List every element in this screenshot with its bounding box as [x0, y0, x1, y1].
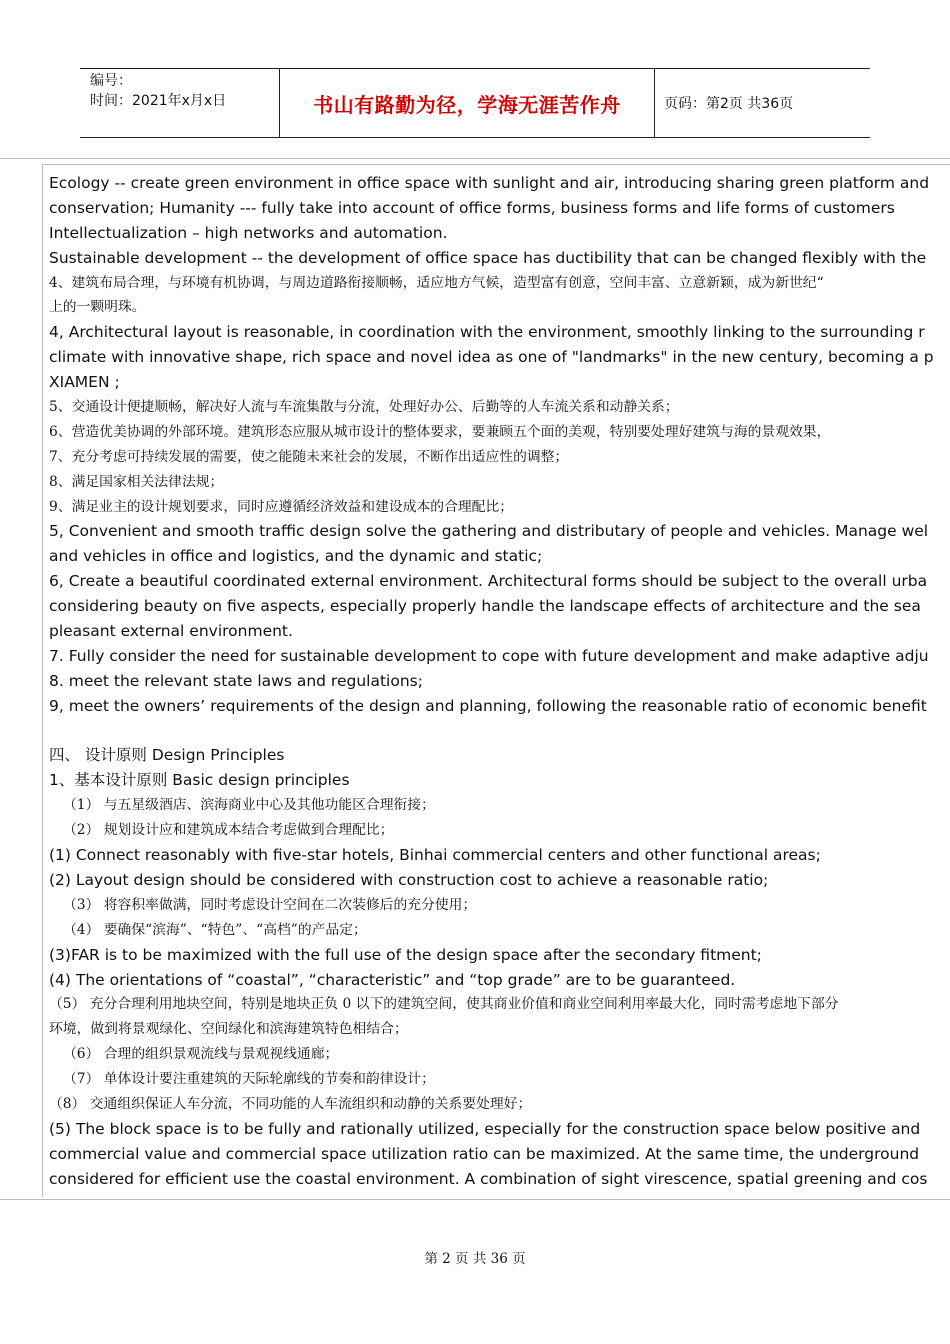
text-line: （2） 规划设计应和建筑成本结合考虑做到合理配比； — [63, 822, 394, 839]
text-line: 9, meet the owners’ requirements of the design and planning, following the reasonable ratio of economic benefit — [49, 696, 927, 715]
text-line: 5, Convenient and smooth traffic design solve the gathering and distributary of people and vehicles. Manage wel — [49, 522, 929, 541]
text-line: Intellectualization – high networks and automation. — [49, 223, 448, 242]
text-line: 1、基本设计原则 Basic design principles — [49, 771, 350, 790]
text-line: (3)FAR is to be maximized with the full use of the design space after the secondary fitment; — [49, 945, 762, 964]
page-header — [80, 68, 870, 138]
document-body — [49, 171, 950, 1192]
text-line: （7） 单体设计要注重建筑的天际轮廓线的节奏和韵律设计； — [63, 1071, 435, 1088]
text-line: 6, Create a beautiful coordinated external environment. Architectural forms should be subject to the overall urba — [49, 572, 928, 591]
text-line: 环境，做到将景观绿化、空间绿化和滨海建筑特色相结合； — [49, 1021, 408, 1038]
text-line: （1） 与五星级酒店、滨海商业中心及其他功能区合理衔接； — [63, 797, 435, 814]
text-line: (2) Layout design should be considered with construction cost to achieve a reasonable ratio; — [49, 870, 769, 889]
text-line: pleasant external environment. — [49, 622, 293, 641]
text-line: （3） 将容积率做满，同时考虑设计空间在二次装修后的充分使用； — [63, 896, 477, 913]
header-page-info: 页码：第2页 共36页 — [664, 96, 794, 112]
text-line: 8、满足国家相关法律法规； — [49, 473, 224, 490]
text-line: （8） 交通组织保证人车分流，不同功能的人车流组织和动静的关系要处理好； — [49, 1095, 532, 1112]
text-line — [49, 719, 950, 744]
text-line: 8. meet the relevant state laws and regulations; — [49, 671, 423, 690]
text-line: 9、满足业主的设计规划要求，同时应遵循经济效益和建设成本的合理配比； — [49, 498, 514, 515]
header-number-label: 编号： — [90, 73, 132, 89]
text-line: conservation; Humanity --- fully take into account of office forms, business forms and life forms of customers — [49, 198, 895, 217]
text-line: 四、 设计原则 Design Principles — [49, 746, 285, 765]
page-footer: 第 2 页 共 36 页 — [424, 1251, 526, 1267]
text-line: (5) The block space is to be fully and rationally utilized, especially for the construction space below positive and — [49, 1119, 921, 1138]
text-line: considering beauty on five aspects, especially properly handle the landscape effects of architecture and the sea — [49, 597, 921, 616]
text-line: （5） 充分合理利用地块空间，特别是地块正负 0 以下的建筑空间，使其商业价值和商业空间利用率最大化，同时需考虑地下部分 — [49, 996, 839, 1013]
text-line: 4, Architectural layout is reasonable, in coordination with the environment, smoothly linking to the surrounding r — [49, 323, 925, 342]
text-line: and vehicles in office and logistics, and the dynamic and static; — [49, 547, 543, 566]
text-line: （6） 合理的组织景观流线与景观视线通廊； — [63, 1046, 339, 1063]
text-line: 上的一颗明珠。 — [49, 299, 146, 316]
text-line: （4） 要确保“滨海”、“特色”、“高档”的产品定； — [63, 921, 367, 938]
text-line: considered for efficient use the coastal environment. A combination of sight virescence, spatial greening and cos — [49, 1169, 928, 1188]
text-line: 7、充分考虑可持续发展的需要，使之能随未来社会的发展，不断作出适应性的调整； — [49, 448, 569, 465]
header-meta — [80, 69, 280, 137]
text-line: 5、交通设计便捷顺畅，解决好人流与车流集散与分流，处理好办公、后勤等的人车流关系和动静关系； — [49, 399, 679, 416]
text-line: Ecology -- create green environment in office space with sunlight and air, introducing sharing green platform and — [49, 174, 930, 192]
header-motto: 书山有路勤为径，学海无涯苦作舟 — [280, 69, 655, 137]
text-line: 7. Fully consider the need for sustainable development to cope with future development and make adaptive adju — [49, 646, 929, 665]
text-line: (1) Connect reasonably with five-star hotels, Binhai commercial centers and other functional areas; — [49, 846, 821, 865]
text-line: 6、营造优美协调的外部环境。建筑形态应服从城市设计的整体要求，要兼顾五个面的美观，特别要处理好建筑与海的景观效果， — [49, 423, 831, 440]
text-line: Sustainable development -- the development of office space has ductibility that can be changed flexibly with the — [49, 248, 927, 267]
text-line: commercial value and commercial space utilization ratio can be maximized. At the same time, the underground — [49, 1144, 920, 1163]
text-line: 4、建筑布局合理，与环境有机协调，与周边道路衔接顺畅，适应地方气候，造型富有创意，空间丰富、立意新颖，成为新世纪“ — [49, 274, 824, 291]
text-line: (4) The orientations of “coastal”, “characteristic” and “top grade” are to be guaranteed. — [49, 970, 736, 989]
text-line: climate with innovative shape, rich space and novel idea as one of "landmarks" in the new century, becoming a p — [49, 348, 934, 367]
text-line: XIAMEN ; — [49, 373, 120, 392]
header-date: 时间：2021年x月x日 — [90, 93, 227, 109]
